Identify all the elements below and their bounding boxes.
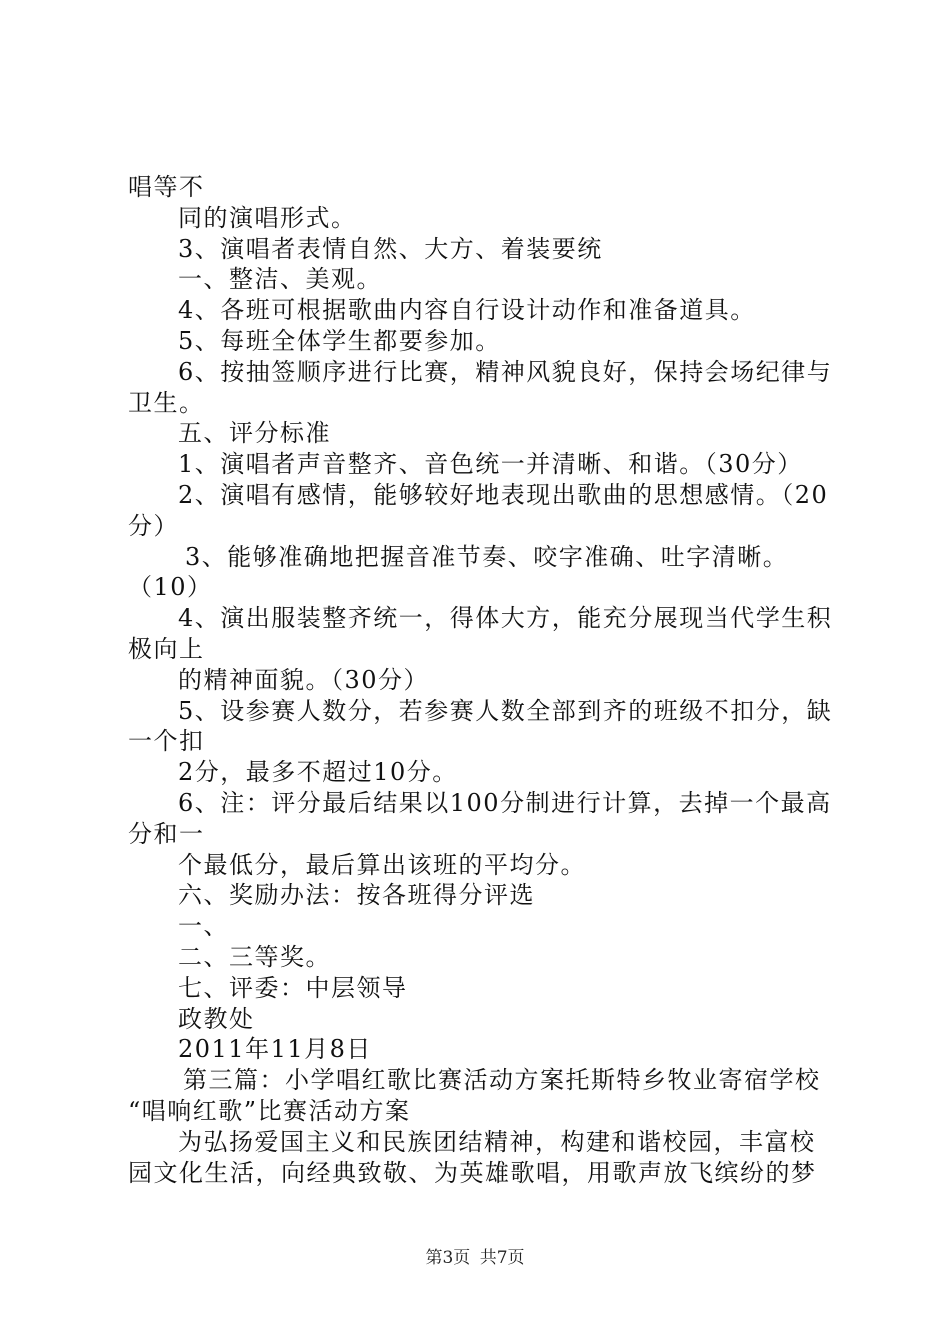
text-line: 一、整洁、美观。 <box>178 265 382 294</box>
text-line: 六、奖励办法：按各班得分评选 <box>178 881 535 910</box>
text-line: 极向上 <box>128 634 205 663</box>
text-line: 6、按抽签顺序进行比赛，精神风貌良好，保持会场纪律与 <box>178 357 833 386</box>
text-line: 卫生。 <box>128 388 205 417</box>
text-line: 5、设参赛人数分，若参赛人数全部到齐的班级不扣分，缺 <box>178 696 833 725</box>
text-line: 唱等不 <box>128 173 205 201</box>
text-line: 五、评分标准 <box>178 419 331 448</box>
text-line: 2011年11月8日 <box>178 1035 372 1064</box>
text-line: 个最低分，最后算出该班的平均分。 <box>178 850 586 879</box>
text-line: 4、演出服装整齐统一，得体大方，能充分展现当代学生积 <box>178 604 833 633</box>
page-total: 共7页 <box>479 1248 525 1268</box>
text-line: 分和一 <box>128 819 205 848</box>
page-number: 第3页 <box>425 1248 471 1268</box>
text-line: 的精神面貌。（30分） <box>178 665 430 694</box>
text-line: 5、每班全体学生都要参加。 <box>178 326 501 355</box>
text-line: “唱响红歌”比赛活动方案 <box>128 1096 411 1125</box>
text-line: 1、演唱者声音整齐、音色统一并清晰、和谐。（30分） <box>178 450 803 479</box>
text-line: 4、各班可根据歌曲内容自行设计动作和准备道具。 <box>178 296 756 325</box>
page-footer <box>0 1243 950 1268</box>
text-line: 2分，最多不超过10分。 <box>178 758 458 787</box>
text-line: 3、能够准确地把握音准节奏、咬字准确、吐字清晰。 <box>185 542 789 571</box>
text-line: 一个扣 <box>128 727 205 756</box>
text-line: 为弘扬爱国主义和民族团结精神，构建和谐校园，丰富校 <box>178 1127 816 1156</box>
text-line: 二、三等奖。 <box>178 942 331 971</box>
text-line: 七、评委：中层领导 <box>178 973 408 1002</box>
document-body <box>128 172 840 1188</box>
text-line: 分） <box>128 511 179 540</box>
text-line: 3、演唱者表情自然、大方、着装要统 <box>178 234 603 263</box>
text-line: 2、演唱有感情，能够较好地表现出歌曲的思想感情。（20 <box>178 480 829 509</box>
text-line: 园文化生活，向经典致敬、为英雄歌唱，用歌声放飞缤纷的梦 <box>128 1158 817 1187</box>
text-line: 第三篇：小学唱红歌比赛活动方案托斯特乡牧业寄宿学校 <box>183 1066 821 1095</box>
text-line: 政教处 <box>178 1004 255 1033</box>
text-line: 一、 <box>178 912 229 941</box>
text-line: 同的演唱形式。 <box>178 203 357 232</box>
text-line: 6、注：评分最后结果以100分制进行计算，去掉一个最高 <box>178 788 832 817</box>
text-line: （10） <box>128 573 213 602</box>
